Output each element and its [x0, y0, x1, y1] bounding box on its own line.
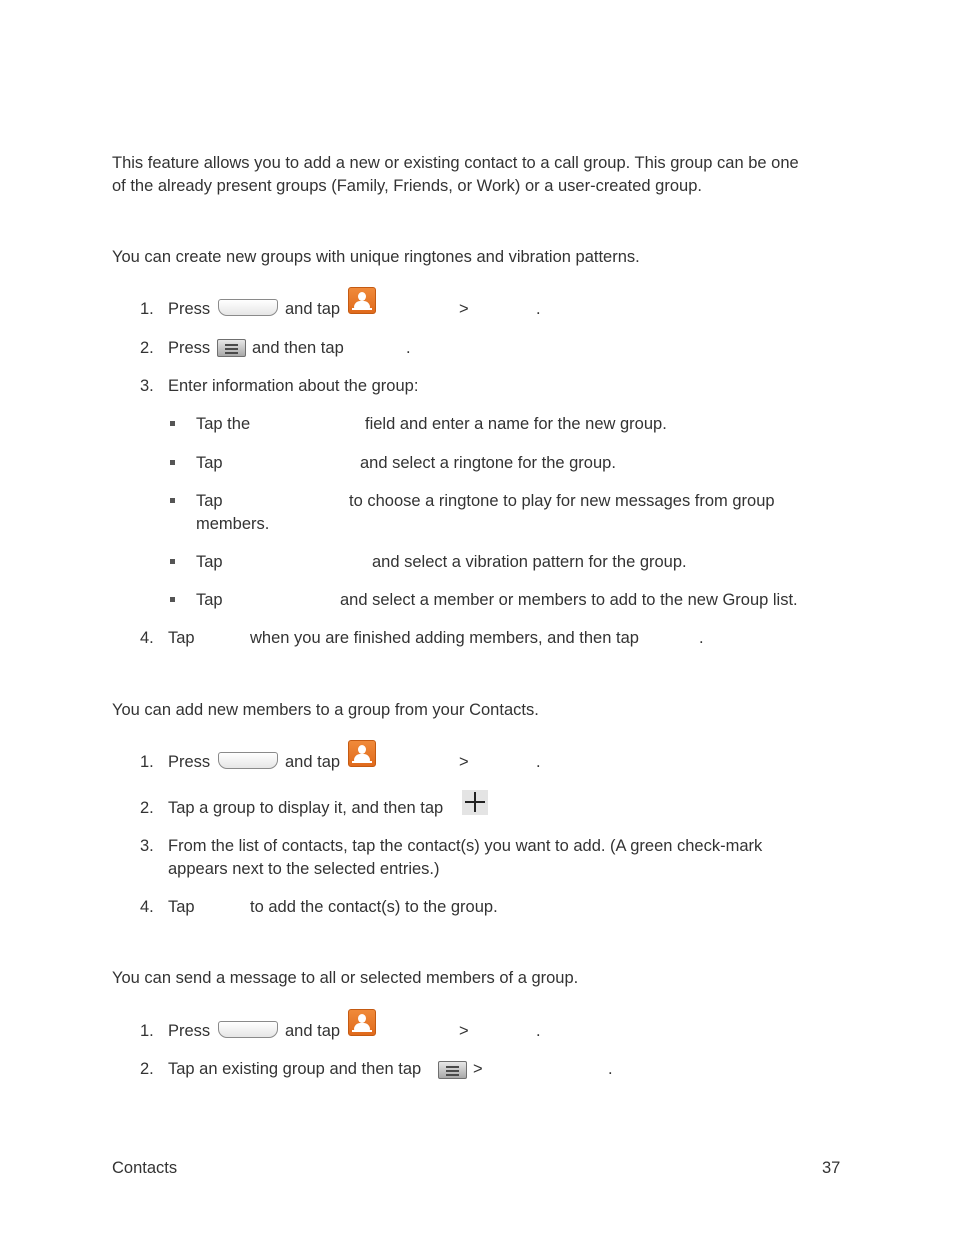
step-text: Press	[168, 339, 211, 357]
contacts-icon	[348, 1009, 376, 1036]
bullet-text: to choose a ringtone to play for new messages from group	[349, 492, 775, 510]
step-text: .	[699, 629, 704, 647]
menu-key-icon	[438, 1061, 467, 1079]
step-number: 2.	[140, 339, 154, 357]
bullet-text: Tap	[196, 591, 223, 609]
menu-key-icon	[217, 339, 246, 357]
bullet-marker	[170, 460, 175, 465]
step-text: Tap a group to display it, and then tap	[168, 799, 444, 817]
step-text: >	[459, 300, 469, 318]
bullet-marker	[170, 597, 175, 602]
step-text: .	[536, 1022, 541, 1040]
step-number: 2.	[140, 1060, 154, 1078]
step-text: appears next to the selected entries.)	[168, 860, 440, 878]
bullet-text: and select a ringtone for the group.	[360, 454, 616, 472]
step-text: to add the contact(s) to the group.	[250, 898, 498, 916]
bullet-text: Tap	[196, 454, 223, 472]
bullet-text: Tap	[196, 553, 223, 571]
step-text: Tap an existing group and then tap	[168, 1060, 422, 1078]
step-text: >	[473, 1060, 483, 1078]
step-text: >	[459, 753, 469, 771]
step-text: .	[536, 753, 541, 771]
create-group-description: You can create new groups with unique ringtones and vibration patterns.	[112, 248, 640, 266]
bullet-text: Tap the	[196, 415, 251, 433]
bullet-text: and select a member or members to add to the new Group list.	[340, 591, 798, 609]
step-number: 4.	[140, 629, 154, 647]
bullet-text: and select a vibration pattern for the group.	[372, 553, 687, 571]
step-text: and tap	[285, 753, 341, 771]
bullet-marker	[170, 421, 175, 426]
contacts-icon	[348, 287, 376, 314]
step-text: Enter information about the group:	[168, 377, 419, 395]
step-text: Tap	[168, 898, 195, 916]
step-text: Tap	[168, 629, 195, 647]
home-key-icon	[218, 752, 278, 769]
step-text: Press	[168, 753, 211, 771]
add-members-description: You can add new members to a group from your Contacts.	[112, 701, 539, 719]
step-number: 2.	[140, 799, 154, 817]
step-text: Press	[168, 1022, 211, 1040]
step-text: .	[536, 300, 541, 318]
step-text: .	[406, 339, 411, 357]
step-number: 3.	[140, 837, 154, 855]
plus-icon	[462, 790, 488, 815]
bullet-text: Tap	[196, 492, 223, 510]
step-text: >	[459, 1022, 469, 1040]
home-key-icon	[218, 299, 278, 316]
step-text: and then tap	[252, 339, 344, 357]
step-number: 4.	[140, 898, 154, 916]
bullet-marker	[170, 498, 175, 503]
step-number: 3.	[140, 377, 154, 395]
step-number: 1.	[140, 300, 154, 318]
step-number: 1.	[140, 753, 154, 771]
step-number: 1.	[140, 1022, 154, 1040]
bullet-marker	[170, 559, 175, 564]
step-text: and tap	[285, 1022, 341, 1040]
step-text: when you are finished adding members, and then tap	[250, 629, 639, 647]
home-key-icon	[218, 1021, 278, 1038]
step-text: Press	[168, 300, 211, 318]
step-text: .	[608, 1060, 613, 1078]
send-message-description: You can send a message to all or selected members of a group.	[112, 969, 579, 987]
footer-section: Contacts	[112, 1159, 178, 1177]
intro-line-1: This feature allows you to add a new or existing contact to a call group. This group can be one	[112, 154, 799, 172]
contacts-icon	[348, 740, 376, 767]
page-number: 37	[822, 1159, 841, 1177]
intro-line-2: of the already present groups (Family, Friends, or Work) or a user-created group.	[112, 177, 702, 195]
step-text: From the list of contacts, tap the contact(s) you want to add. (A green check-mark	[168, 837, 763, 855]
bullet-text: members.	[196, 515, 270, 533]
step-text: and tap	[285, 300, 341, 318]
bullet-text: field and enter a name for the new group.	[365, 415, 667, 433]
